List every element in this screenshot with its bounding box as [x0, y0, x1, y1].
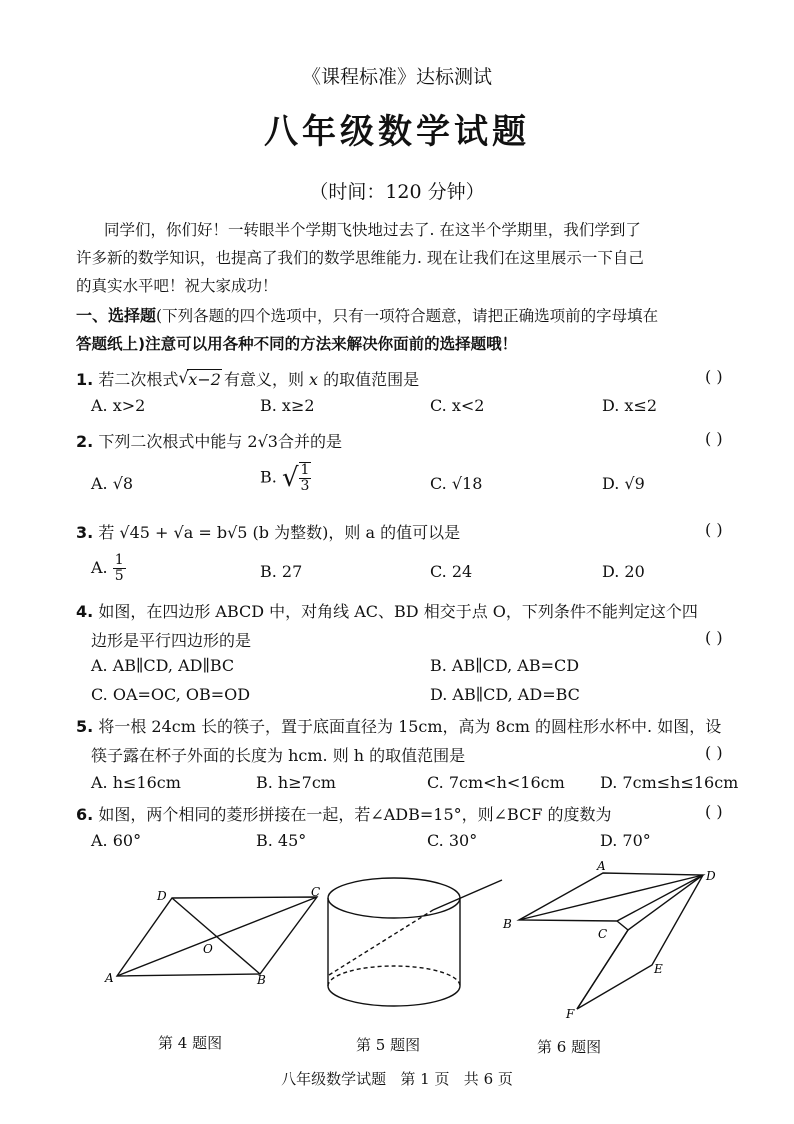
q3-a-numerator: 1 — [114, 552, 124, 568]
q5-text-2: 筷子露在杯子外面的长度为 hcm. 则 h 的取值范围是 — [91, 746, 466, 765]
q1-option-c: C. x<2 — [430, 396, 485, 415]
q5-option-b: B. h≥7cm — [256, 773, 336, 792]
q1-radical — [178, 370, 222, 389]
q1-number: 1. — [76, 370, 94, 389]
q5-number: 5. — [76, 717, 94, 736]
q5-option-a: A. h≤16cm — [91, 773, 181, 792]
q5-option-d: D. 7cm≤h≤16cm — [600, 773, 739, 792]
q5-text-1: 将一根 24cm 长的筷子，置于底面直径为 15cm，高为 8cm 的圆柱形水杯中. 如图，设 — [98, 717, 722, 736]
q1-option-b: B. x≥2 — [260, 396, 315, 415]
q1-radicand: x−2 — [188, 370, 221, 389]
q6-answer-paren: ( ) — [705, 802, 723, 821]
question-2 — [76, 429, 342, 452]
q3-option-a-label: A. — [91, 558, 108, 577]
fig6-diagonal-bd — [519, 875, 703, 920]
q2-b-denominator: 3 — [300, 478, 310, 494]
figure-4-parallelogram — [95, 880, 335, 995]
q1-text-pre: 若二次根式 — [98, 370, 179, 389]
q2-b-numerator: 1 — [300, 462, 310, 478]
q3-option-d: D. 20 — [602, 562, 645, 581]
q2-text: 下列二次根式中能与 2√3合并的是 — [98, 432, 342, 451]
exam-subtitle: 《课程标准》达标测试 — [301, 66, 492, 88]
fig5-bottom-back-arc — [328, 966, 460, 986]
q3-option-a-fraction — [113, 553, 126, 584]
q1-text-post: 有意义，则 — [223, 370, 310, 389]
question-5-line-1 — [76, 714, 721, 737]
question-4-line-1 — [76, 599, 698, 622]
question-3 — [76, 520, 460, 543]
figure-4-caption: 第 4 题图 — [158, 1034, 223, 1052]
q6-option-d: D. 70° — [600, 831, 651, 850]
fig4-label-b: B — [257, 973, 266, 987]
q3-option-b: B. 27 — [260, 562, 303, 581]
section-title: 一、选择题 — [76, 306, 157, 325]
q2-answer-paren: ( ) — [705, 429, 723, 448]
q2-option-b-fraction — [299, 462, 312, 494]
question-6 — [76, 802, 612, 825]
fig4-label-c: C — [311, 885, 321, 899]
q5-option-c: C. 7cm<h<16cm — [427, 773, 565, 792]
exam-time: （时间：120 分钟） — [309, 181, 485, 203]
q2-option-d: D. √9 — [602, 474, 645, 493]
q3-option-a — [91, 553, 126, 584]
q2-option-b-label: B. — [260, 467, 277, 487]
exam-title: 八年级数学试题 — [264, 112, 530, 152]
q4-option-a: A. AB∥CD, AD∥BC — [91, 656, 235, 675]
q3-answer-paren: ( ) — [705, 520, 723, 539]
q2-option-a: A. √8 — [91, 474, 134, 493]
fig4-label-d: D — [157, 889, 167, 903]
figure-5-caption: 第 5 题图 — [356, 1036, 421, 1054]
q4-number: 4. — [76, 602, 94, 621]
fig5-chopstick-inside — [329, 910, 433, 975]
q4-option-b: B. AB∥CD, AB=CD — [430, 656, 580, 675]
page-footer: 八年级数学试题 第 1 页 共 6 页 — [281, 1070, 513, 1088]
q1-option-d: D. x≤2 — [602, 396, 658, 415]
figure-6-rhombuses — [498, 855, 728, 1030]
intro-line-2: 许多新的数学知识，也提高了我们的数学思维能力. 现在让我们在这里展示一下自己 — [76, 249, 644, 267]
q2-option-b — [260, 462, 311, 494]
figure-5-cylinder — [315, 868, 510, 1028]
q6-option-a: A. 60° — [91, 831, 142, 850]
fig6-label-e: E — [654, 962, 663, 976]
fig6-label-a: A — [597, 859, 606, 873]
fig6-label-f: F — [566, 1007, 575, 1021]
q1-var: x — [309, 370, 319, 389]
fig6-label-b: B — [503, 917, 512, 931]
q3-number: 3. — [76, 523, 94, 542]
q2-number: 2. — [76, 432, 94, 451]
q6-option-b: B. 45° — [256, 831, 307, 850]
fig4-diagonal-bd — [172, 898, 260, 974]
q1-text-post2: 的取值范围是 — [318, 370, 420, 389]
intro-line-1: 同学们，你们好！一转眼半个学期飞快地过去了. 在这半个学期里，我们学到了 — [104, 221, 641, 239]
q6-number: 6. — [76, 805, 94, 824]
q3-option-c: C. 24 — [430, 562, 473, 581]
q4-option-c: C. OA=OC, OB=OD — [91, 685, 251, 704]
q6-option-c: C. 30° — [427, 831, 478, 850]
fig6-rhombus-dcfe — [577, 875, 703, 1009]
q3-a-denominator: 5 — [114, 568, 124, 584]
q4-text-1: 如图，在四边形 ABCD 中，对角线 AC、BD 相交于点 O，下列条件不能判定这个四 — [98, 602, 698, 621]
fig4-label-a: A — [105, 971, 114, 985]
intro-line-3: 的真实水平吧！祝大家成功！ — [76, 277, 278, 295]
fig6-label-c: C — [598, 927, 608, 941]
fig5-top-ellipse — [328, 878, 460, 918]
section-heading — [76, 303, 658, 326]
fig5-bottom-front-arc — [328, 986, 460, 1006]
q2-option-c: C. √18 — [430, 474, 483, 493]
q4-text-2: 边形是平行四边形的是 — [91, 631, 252, 650]
fig4-label-o: O — [203, 942, 213, 956]
q1-answer-paren: ( ) — [705, 367, 723, 386]
q4-answer-paren: ( ) — [705, 628, 723, 647]
q6-text: 如图，两个相同的菱形拼接在一起，若∠ADB=15°，则∠BCF 的度数为 — [98, 805, 612, 824]
radical-sign-icon: √ — [281, 463, 299, 493]
question-1 — [76, 367, 419, 390]
figure-6-caption: 第 6 题图 — [537, 1038, 602, 1056]
fig6-label-d: D — [706, 869, 716, 883]
radical-sign-icon: √ — [178, 368, 189, 387]
q1-option-a: A. x>2 — [91, 396, 146, 415]
q5-answer-paren: ( ) — [705, 743, 723, 762]
section-note-2: 答题纸上)注意可以用各种不同的方法来解决你面前的选择题哦！ — [76, 335, 518, 353]
section-note-1: (下列各题的四个选项中，只有一项符合题意，请把正确选项前的字母填在 — [156, 307, 659, 325]
q3-text: 若 √45 + √a = b√5 (b 为整数)，则 a 的值可以是 — [98, 523, 461, 542]
q4-option-d: D. AB∥CD, AD=BC — [430, 685, 580, 704]
